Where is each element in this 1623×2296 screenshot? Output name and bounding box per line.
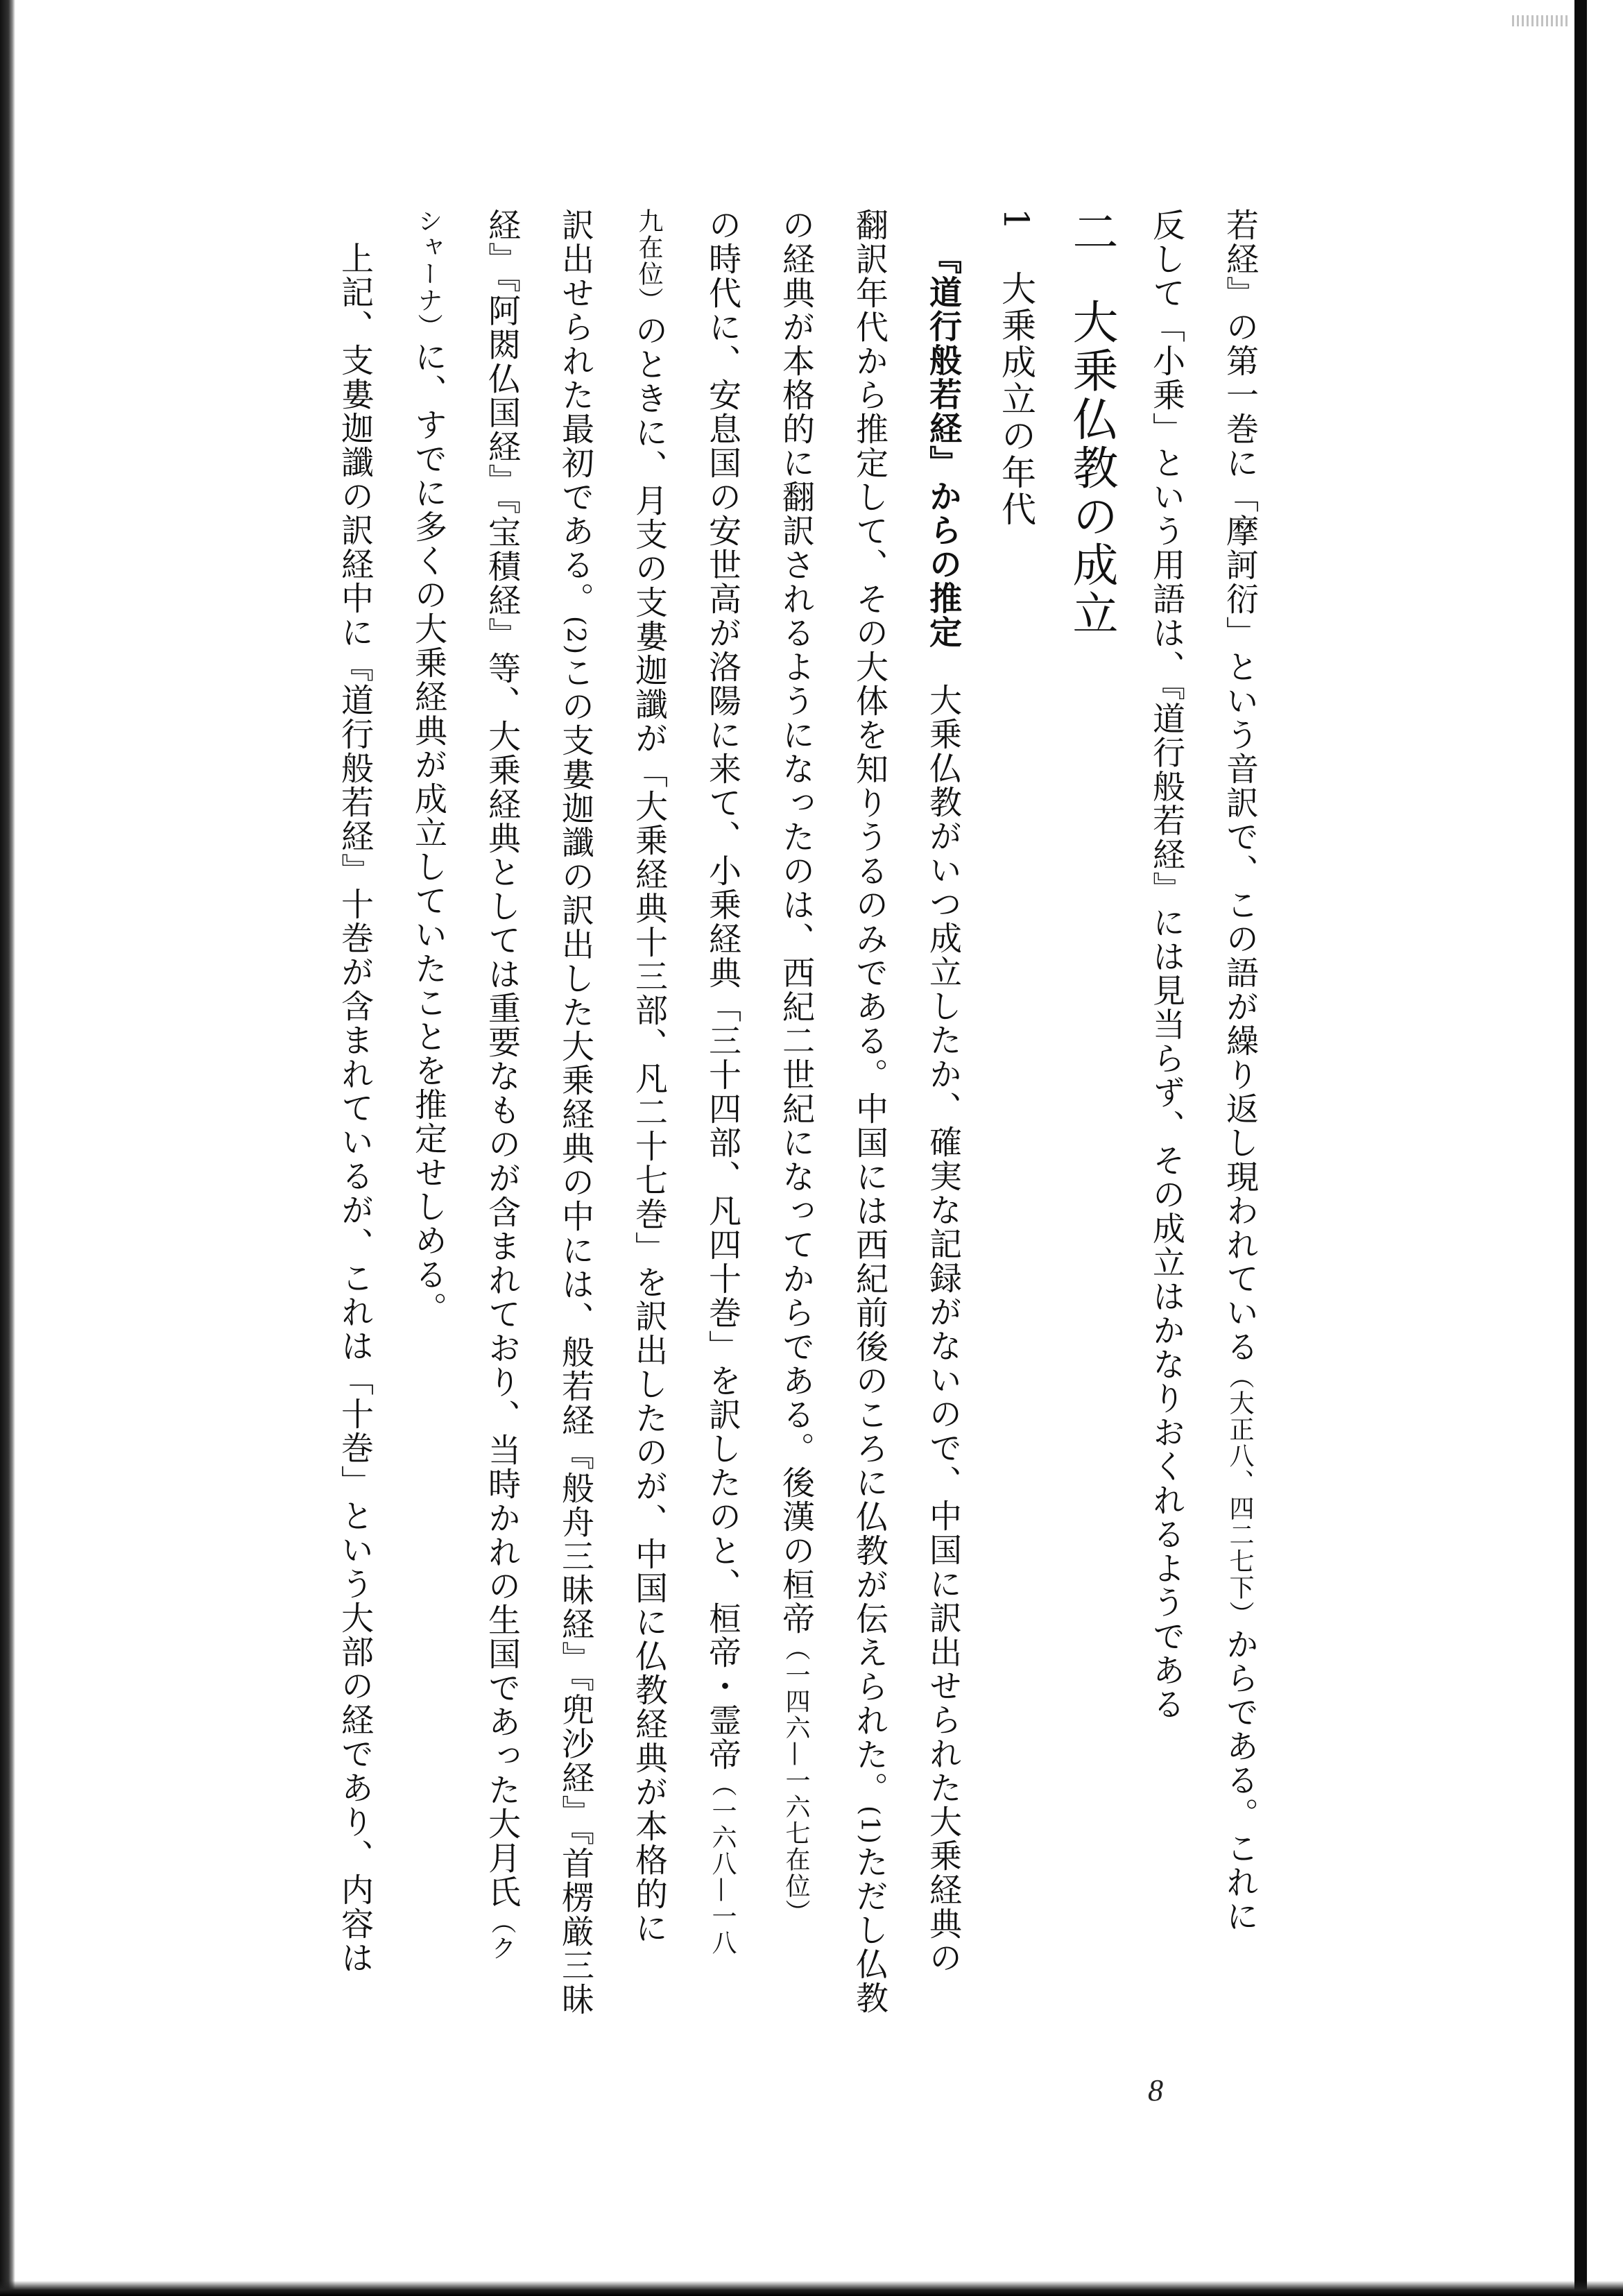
text-run: 経』『阿閦仏国経』『宝積経』等、大乗経典としては重要なものが含まれており、当時かれの生国であった大月氏: [483, 208, 521, 1909]
paragraph-heading: 『道行般若経』からの推定: [924, 241, 962, 649]
scan-edge-left: [0, 0, 15, 2296]
citation-note: 九在位）: [635, 208, 663, 314]
paragraph-line: [612, 208, 685, 2046]
paragraph-line: [465, 208, 538, 2046]
text-run: ただし仏教: [850, 1845, 888, 2015]
subsection-number: 1: [996, 208, 1036, 232]
text-run: 大乗仏教がいつ成立したか、確実な記録がないので、中国に訳出せられた大乗経典の: [924, 683, 962, 1975]
page-text: [139, 208, 1276, 2046]
section-title: 大乗仏教の成立: [1065, 298, 1118, 638]
paragraph-line: [538, 208, 612, 2046]
scan-edge-right: [1574, 0, 1587, 2296]
section-heading: [1053, 208, 1129, 2046]
text-run: 訳出せられた最初である。: [556, 208, 594, 616]
paragraph-line: [318, 208, 391, 2046]
continuation-line-2: 反して「小乗」という用語は、『道行般若経』には見当らず、その成立はかなりおくれるようである: [1147, 208, 1185, 1722]
citation-note: （一四六—一六七在位）: [782, 1636, 810, 1926]
paragraph-line: [832, 208, 906, 2046]
text-run: この支婁迦讖の訳出した大乗経典の中には、般若経『般舟三昧経』『兜沙経』『首楞厳三昧: [556, 656, 594, 2016]
paragraph-line: [759, 208, 832, 2046]
subsection-title: 大乗成立の年代: [996, 270, 1036, 528]
scan-edge-bottom: [0, 2281, 1623, 2296]
continuation-line-1: [1203, 208, 1276, 2046]
citation-note: （ク: [488, 1909, 516, 1962]
text-run: のときに、月支の支婁迦讖が「大乗経典十三部、凡二十七巻」を訳出したのが、中国に仏教経典が本格的に: [630, 314, 668, 1945]
text-run: の経典が本格的に翻訳されるようになったのは、西紀二世紀になってからである。後漢の桓帝: [777, 208, 815, 1636]
text-run: からである。これに: [1221, 1627, 1259, 1933]
citation-note: （一六八—一八: [708, 1772, 737, 1956]
paragraph-line: [906, 208, 979, 2046]
citation-note: シャーナ）: [414, 208, 443, 340]
text-run: 若経』の第一巻に「摩訶衍」という音訳で、この語が繰り返し現われている: [1221, 208, 1259, 1364]
footnote-marker: (2): [561, 616, 590, 656]
text-run: 上記、支婁迦讖の訳経中に『道行般若経』十巻が含まれているが、これは「十巻」という大部の経であり、内容は: [336, 241, 374, 1975]
paragraph-line: [685, 208, 759, 2046]
text-run: に、すでに多くの大乗経典が成立していたことを推定せしめる。: [409, 340, 447, 1326]
section-number: 二: [1065, 208, 1118, 257]
scan-artifact: [1512, 15, 1568, 26]
paragraph-line: [391, 208, 465, 2046]
page-number: 8: [1148, 2073, 1163, 2107]
citation-note: （大正八、四二七下）: [1226, 1364, 1254, 1627]
subsection-heading: [979, 208, 1053, 2046]
footnote-marker: (1): [855, 1806, 884, 1845]
text-run: の時代に、安息国の安世高が洛陽に来て、小乗経典「三十四部、凡四十巻」を訳したのと、桓帝・霊帝: [703, 208, 741, 1772]
text-run: 翻訳年代から推定して、その大体を知りうるのみである。中国には西紀前後のころに仏教が伝えられた。: [850, 208, 888, 1806]
